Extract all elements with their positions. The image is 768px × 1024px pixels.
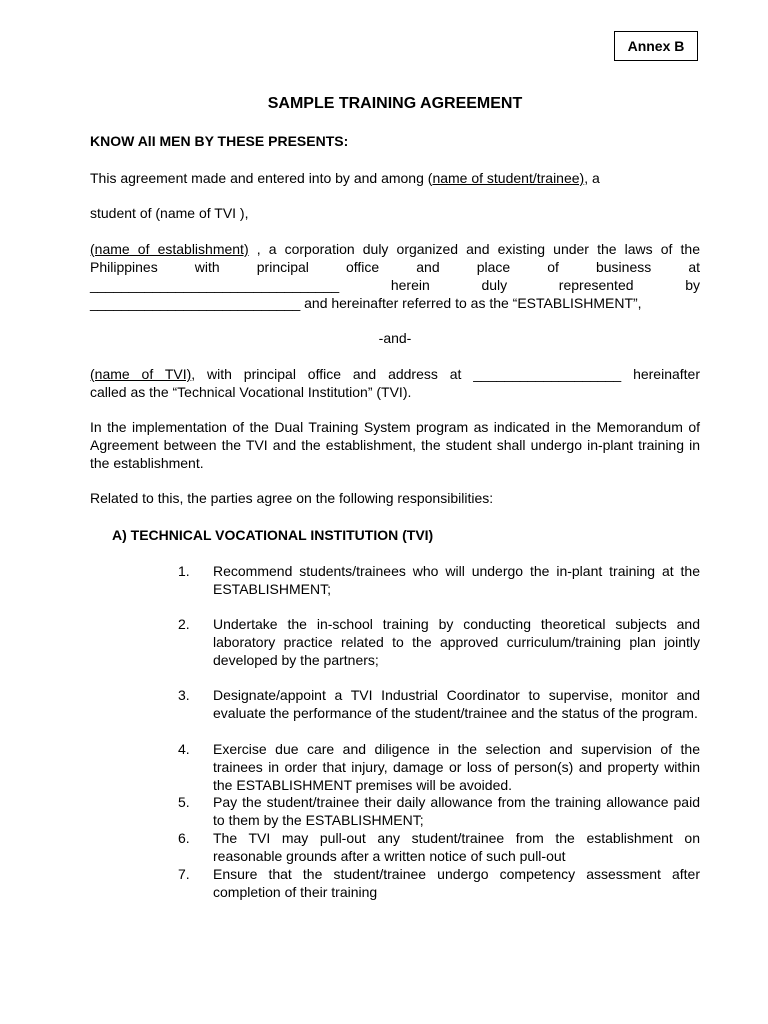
related-paragraph: Related to this, the parties agree on the following responsibilities: (90, 490, 494, 506)
tvi-line-1: (name of TVI), with principal office and address at ___________________ hereinafter (90, 366, 701, 382)
intro-post: , a (584, 170, 600, 186)
student-of-line: student of (name of TVI ), (90, 205, 249, 221)
section-a-heading: A) TECHNICAL VOCATIONAL INSTITUTION (TVI) (112, 527, 434, 543)
trainee-placeholder: name of student/trainee) (432, 170, 585, 186)
intro-pre: This agreement made and entered into by and among ( (90, 170, 433, 186)
document-title: SAMPLE TRAINING AGREEMENT (267, 95, 523, 112)
implementation-paragraph: In the implementation of the Dual Training System program as indicated in the Memorandum of Agreement between the TVI and the establishment, the student shall undergo in-plant training in the establishment. (90, 419, 700, 471)
document-page: Annex B SAMPLE TRAINING AGREEMENT KNOW AlI MEN BY THESE PRESENTS: This agreement made and entered into by and among (name of student/trainee), a student of (name of TVI ), (name of establishment) , a corporation duly organized and existing under the laws of the Philippines with principal office and place of business at ________________________________ herein duly represented by ___________________________ and hereinafter referred to as the “ESTABLISHMENT”, -and- (name of TVI), with principal office and address at ___________________ hereinafter called as the “Technical Vocational Institution” (TVI). In the implementation of the Dual Training System program as indicated in the Memorandum of Agreement between the TVI and the establishment, the student shall undergo in-plant training in the establishment. Related to this, the parties agree on the following responsibilities: A) TECHNICAL VOCATIONAL INSTITUTION (TVI) 1. Recommend students/trainees who will undergo the in-plant training at the ESTABLISHMENT; 2. Undertake the in-school training by conducting theoretical subjects and laboratory practice related to the approved curriculum/training plan jointly developed by the partners; 3. Designate/appoint a TVI Industrial Coordinator to supervise, monitor and evaluate the performance of the student/trainee and the status of the program. 4. Exercise due care and diligence in the selection and supervision of the trainees in order that injury, damage or loss of person(s) and property within the ESTABLISHMENT premises will be avoided. 5. Pay the student/trainee their daily allowance from the training allowance paid to them by the ESTABLISHMENT; 6. The TVI may pull-out any student/trainee from the establishment on reasonable grounds after a written notice of such pull-out 7. Ensure that the student/trainee undergo competency assessment after completion of their training (0, 0, 768, 1024)
tvi-placeholder: (name of TVI) (90, 366, 192, 382)
know-all-heading: KNOW AlI MEN BY THESE PRESENTS: (90, 133, 349, 149)
tvi-line-2: called as the “Technical Vocational Institution” (TVI). (90, 384, 412, 400)
establishment-placeholder: (name of establishment) (90, 241, 249, 257)
establishment-line-4: ___________________________ and hereinafter referred to as the “ESTABLISHMENT”, (90, 295, 642, 311)
intro-paragraph (90, 169, 700, 187)
establishment-line-2: Philippines with principal office and place of business at (90, 259, 700, 275)
and-separator: -and- (378, 330, 412, 346)
establishment-line-1: (name of establishment) , a corporation duly organized and existing under the laws of the (90, 241, 700, 257)
annex-label: Annex B (614, 31, 698, 61)
establishment-line-3: ________________________________ herein duly represented by (90, 277, 700, 293)
